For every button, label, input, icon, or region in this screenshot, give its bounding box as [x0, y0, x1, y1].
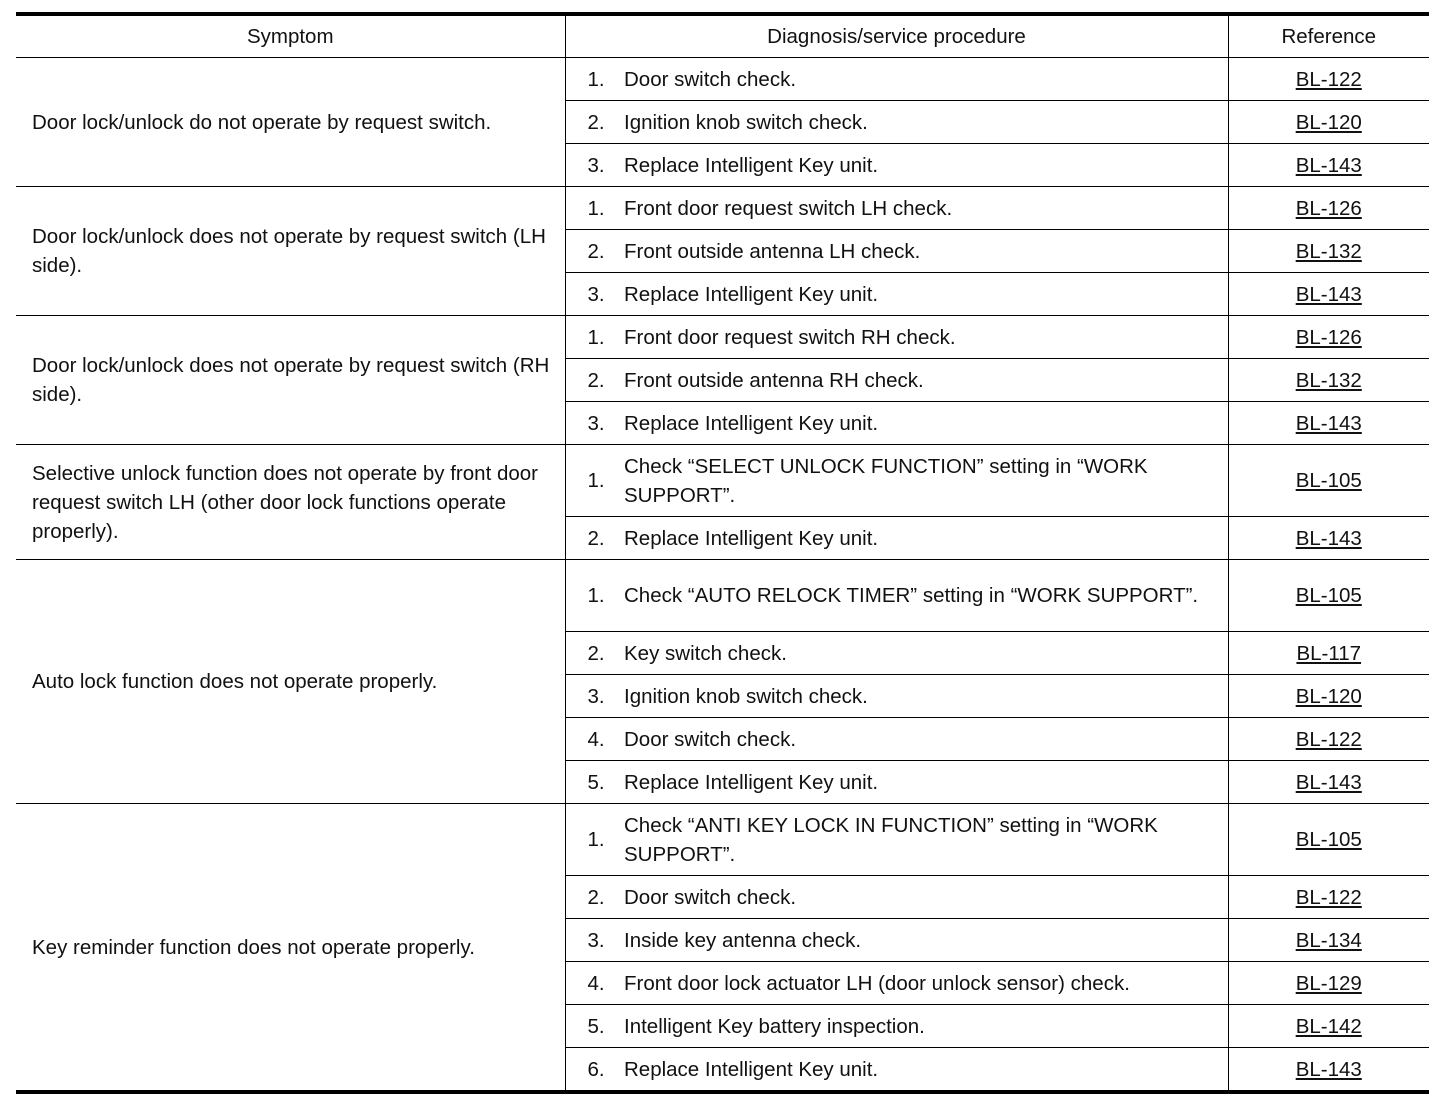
procedure-text: Replace Intelligent Key unit. [624, 144, 1228, 187]
diagnosis-table [16, 12, 1429, 1094]
step-number: 2. [565, 517, 624, 560]
step-number: 2. [565, 359, 624, 402]
step-number: 1. [565, 560, 624, 632]
reference-link[interactable]: BL-132 [1295, 368, 1362, 392]
header-procedure: Diagnosis/service procedure [565, 14, 1228, 58]
procedure-text: Check “SELECT UNLOCK FUNCTION” setting in “WORK SUPPORT”. [624, 445, 1228, 517]
step-number: 1. [565, 187, 624, 230]
table-row [16, 187, 1429, 230]
reference-link[interactable]: BL-122 [1295, 885, 1362, 909]
reference-link[interactable]: BL-143 [1295, 153, 1362, 177]
symptom-cell: Selective unlock function does not operate by front door request switch LH (other door lock functions operate properly). [16, 445, 565, 560]
reference-link[interactable]: BL-143 [1295, 411, 1362, 435]
step-number: 4. [565, 718, 624, 761]
table-row [16, 804, 1429, 876]
procedure-text: Replace Intelligent Key unit. [624, 273, 1228, 316]
header-reference: Reference [1228, 14, 1429, 58]
step-number: 3. [565, 144, 624, 187]
symptom-cell: Door lock/unlock does not operate by request switch (LH side). [16, 187, 565, 316]
procedure-text: Ignition knob switch check. [624, 675, 1228, 718]
procedure-text: Intelligent Key battery inspection. [624, 1005, 1228, 1048]
reference-link[interactable]: BL-122 [1295, 727, 1362, 751]
step-number: 1. [565, 804, 624, 876]
reference-link[interactable]: BL-126 [1295, 325, 1362, 349]
reference-link[interactable]: BL-126 [1295, 196, 1362, 220]
step-number: 1. [565, 58, 624, 101]
reference-link[interactable]: BL-105 [1295, 584, 1362, 607]
step-number: 2. [565, 876, 624, 919]
table-row [16, 316, 1429, 359]
step-number: 2. [565, 632, 624, 675]
step-number: 3. [565, 273, 624, 316]
reference-link[interactable]: BL-132 [1295, 239, 1362, 263]
table-row [16, 445, 1429, 517]
procedure-text: Inside key antenna check. [624, 919, 1228, 962]
procedure-text: Front door lock actuator LH (door unlock sensor) check. [624, 962, 1228, 1005]
header-row [16, 14, 1429, 58]
reference-link[interactable]: BL-105 [1295, 469, 1362, 492]
symptom-cell: Door lock/unlock does not operate by request switch (RH side). [16, 316, 565, 445]
procedure-text: Front outside antenna RH check. [624, 359, 1228, 402]
table-row [16, 560, 1429, 632]
reference-link[interactable]: BL-105 [1295, 828, 1362, 851]
reference-link[interactable]: BL-143 [1295, 282, 1362, 306]
step-number: 3. [565, 675, 624, 718]
step-number: 1. [565, 445, 624, 517]
step-number: 4. [565, 962, 624, 1005]
reference-link[interactable]: BL-143 [1295, 526, 1362, 550]
step-number: 2. [565, 230, 624, 273]
procedure-text: Front door request switch LH check. [624, 187, 1228, 230]
procedure-text: Door switch check. [624, 58, 1228, 101]
step-number: 3. [565, 919, 624, 962]
step-number: 3. [565, 402, 624, 445]
reference-link[interactable]: BL-117 [1296, 641, 1362, 665]
reference-link[interactable]: BL-143 [1295, 1057, 1362, 1081]
procedure-text: Key switch check. [624, 632, 1228, 675]
procedure-text: Ignition knob switch check. [624, 101, 1228, 144]
symptom-cell: Key reminder function does not operate properly. [16, 804, 565, 1093]
header-symptom: Symptom [16, 14, 565, 58]
reference-link[interactable]: BL-134 [1295, 928, 1362, 952]
reference-link[interactable]: BL-143 [1295, 770, 1362, 794]
step-number: 5. [565, 761, 624, 804]
procedure-text: Replace Intelligent Key unit. [624, 402, 1228, 445]
procedure-text: Front outside antenna LH check. [624, 230, 1228, 273]
step-number: 6. [565, 1048, 624, 1093]
procedure-text: Check “AUTO RELOCK TIMER” setting in “WORK SUPPORT”. [624, 560, 1228, 632]
reference-link[interactable]: BL-120 [1295, 110, 1362, 134]
procedure-text: Door switch check. [624, 876, 1228, 919]
symptom-cell: Auto lock function does not operate properly. [16, 560, 565, 804]
reference-link[interactable]: BL-142 [1295, 1014, 1362, 1038]
step-number: 1. [565, 316, 624, 359]
procedure-text: Door switch check. [624, 718, 1228, 761]
step-number: 2. [565, 101, 624, 144]
step-number: 5. [565, 1005, 624, 1048]
reference-link[interactable]: BL-122 [1295, 67, 1362, 91]
reference-link[interactable]: BL-129 [1295, 971, 1362, 995]
procedure-text: Replace Intelligent Key unit. [624, 517, 1228, 560]
procedure-text: Replace Intelligent Key unit. [624, 1048, 1228, 1093]
procedure-text: Front door request switch RH check. [624, 316, 1228, 359]
procedure-text: Check “ANTI KEY LOCK IN FUNCTION” setting in “WORK SUPPORT”. [624, 804, 1228, 876]
reference-link[interactable]: BL-120 [1295, 684, 1362, 708]
procedure-text: Replace Intelligent Key unit. [624, 761, 1228, 804]
table-row [16, 58, 1429, 101]
symptom-cell: Door lock/unlock do not operate by request switch. [16, 58, 565, 187]
